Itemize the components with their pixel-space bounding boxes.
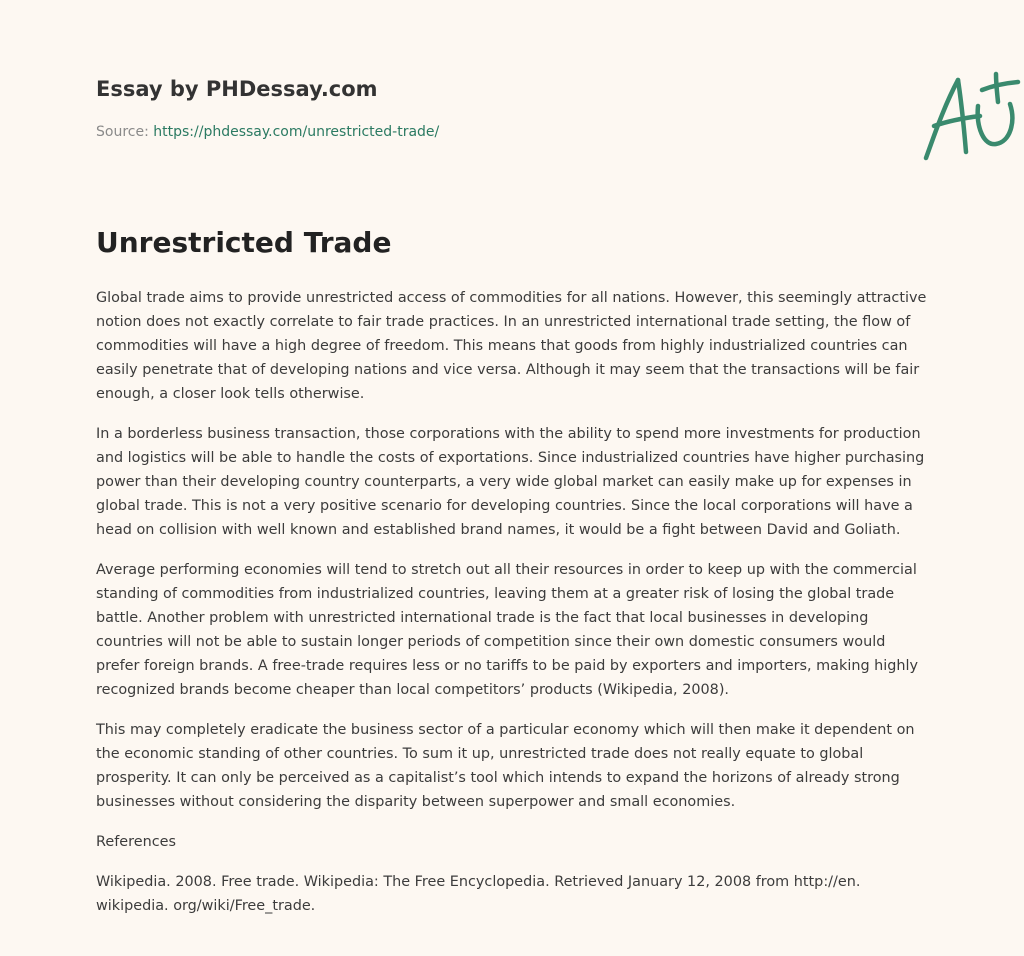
essay-title: Unrestricted Trade — [96, 226, 392, 259]
essay-paragraph: In a borderless business transaction, those corporations with the ability to spend more investments for production and logistics will be able to handle the costs of exportations. Since industrialized countries have higher purchasing power than their developing country counterparts, a very wide global market can easily make up for expenses in global trade. This is not a very positive scenario for developing countries. Since the local corporations will have a head on collision with well known and established brand names, it would be a fight between David and Goliath. — [96, 426, 925, 538]
site-brand-title: Essay by PHDessay.com — [96, 77, 378, 101]
source-label: Source: — [96, 124, 154, 140]
source-link[interactable]: https://phdessay.com/unrestricted-trade/ — [153, 124, 440, 140]
essay-body — [96, 286, 932, 918]
essay-paragraph: This may completely eradicate the business sector of a particular economy which will then make it dependent on the economic standing of other countries. To sum it up, unrestricted trade does not really equate to global prosperity. It can only be perceived as a capitalist’s tool which intends to expand the horizons of already strong businesses without considering the disparity between superpower and small economies. — [96, 722, 915, 810]
references-heading: References — [96, 834, 176, 850]
source-line — [96, 124, 439, 140]
essay-paragraph: Global trade aims to provide unrestricted access of commodities for all nations. However, this seemingly attractive notion does not exactly correlate to fair trade practices. In an unrestricted international trade setting, the flow of commodities will have a high degree of freedom. This means that goods from highly industrialized countries can easily penetrate that of developing nations and vice versa. Although it may seem that the transactions will be fair enough, a closer look tells otherwise. — [96, 290, 927, 402]
a-plus-grade-icon — [920, 66, 1024, 166]
essay-paragraph: Average performing economies will tend to stretch out all their resources in order to keep up with the commercial standing of commodities from industrialized countries, leaving them at a greater risk of losing the global trade battle. Another problem with unrestricted international trade is the fact that local businesses in developing countries will not be able to sustain longer periods of competition since their own domestic consumers would prefer foreign brands. A free-trade requires less or no tariffs to be paid by exporters and importers, making highly recognized brands become cheaper than local competitors’ products (Wikipedia, 2008). — [96, 562, 919, 698]
reference-item: Wikipedia. 2008. Free trade. Wikipedia: The Free Encyclopedia. Retrieved January 12, 2008 from http://en. wikipedia. org/wiki/Free_trade. — [96, 874, 861, 914]
